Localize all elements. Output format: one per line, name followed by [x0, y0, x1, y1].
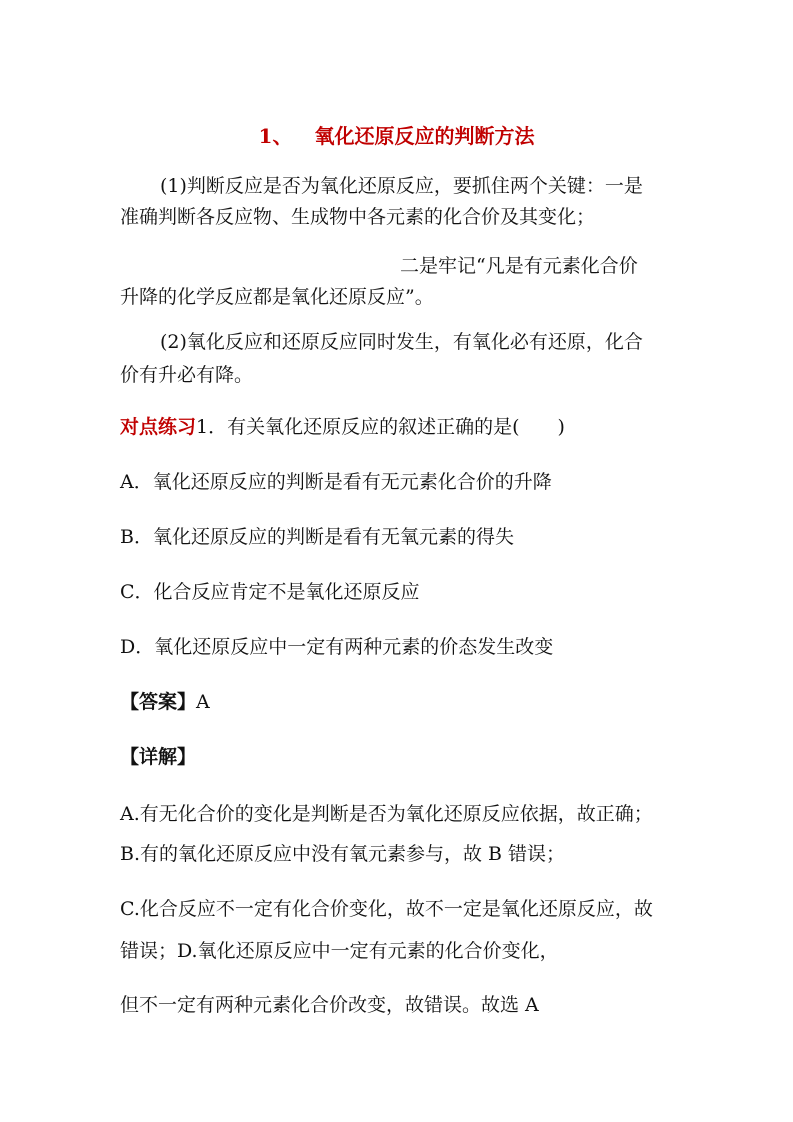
explanation-line-a: A.有无化合价的变化是判断是否为氧化还原反应依据，故正确；	[120, 803, 653, 825]
paragraph-1-line-2: 准确判断各反应物、生成物中各元素的化合价及其变化；	[120, 206, 596, 228]
paragraph-1-line-1: (1)判断反应是否为氧化还原反应，要抓住两个关键：一是	[160, 175, 643, 197]
answer-line	[120, 688, 210, 716]
explanation-label: 【详解】	[120, 746, 197, 768]
explanation-line-d: 错误；D.氧化还原反应中一定有元素的化合价变化，	[120, 940, 559, 962]
option-c: C．化合反应肯定不是氧化还原反应	[120, 581, 420, 603]
exercise-question	[120, 413, 565, 441]
option-b: B．氧化还原反应的判断是看有无氧元素的得失	[120, 526, 514, 548]
paragraph-1-line-4: 升降的化学反应都是氧化还原反应”。	[120, 286, 434, 308]
paragraph-1-line-3: 二是牢记“凡是有元素化合价	[400, 255, 638, 277]
explanation-line-c: C.化合反应不一定有化合价变化，故不一定是氧化还原反应，故	[120, 898, 653, 920]
exercise-label: 对点练习	[120, 416, 197, 438]
paragraph-2-line-2: 价有升必有降。	[120, 364, 254, 386]
explanation-line-b: B.有的氧化还原反应中没有氧元素参与，故 B 错误；	[120, 843, 566, 865]
option-d: D．氧化还原反应中一定有两种元素的价态发生改变	[120, 636, 554, 658]
section-title: 氧化还原反应的判断方法	[314, 124, 535, 148]
section-number: 1、	[258, 124, 293, 148]
option-a: A．氧化还原反应的判断是看有无元素化合价的升降	[120, 471, 552, 493]
answer-label: 【答案】	[120, 691, 197, 713]
answer-value: A	[196, 691, 210, 713]
section-heading	[0, 122, 793, 150]
paragraph-2-line-1: (2)氧化反应和还原反应同时发生，有氧化必有还原，化合	[160, 331, 643, 353]
exercise-question-text: 1．有关氧化还原反应的叙述正确的是( )	[196, 416, 565, 438]
explanation-line-e: 但不一定有两种元素化合价改变，故错误。故选 A	[120, 994, 539, 1016]
